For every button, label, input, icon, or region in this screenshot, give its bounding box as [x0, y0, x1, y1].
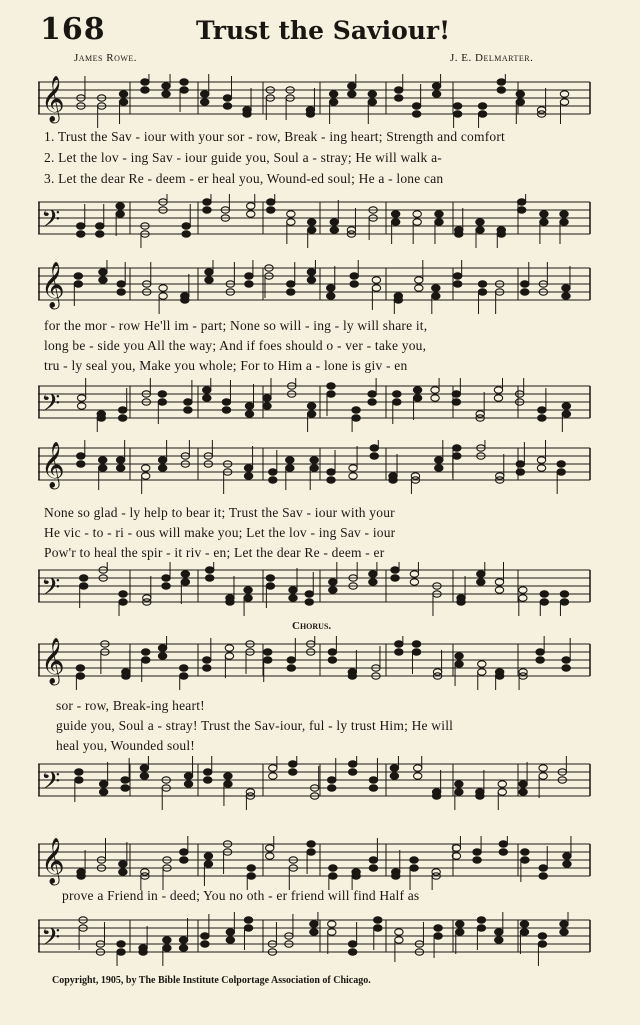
bass-clef-icon: 𝄢: [41, 767, 61, 802]
treble-staff-system-4: [38, 636, 598, 690]
bass-clef-icon: 𝄢: [41, 923, 61, 958]
treble-clef-icon: 𝄞: [41, 638, 65, 684]
bass-clef-icon: 𝄢: [41, 389, 61, 424]
lyric-line-2-verse-2: long be - side you All the way; And if foes should o - ver - take you,: [44, 338, 427, 353]
lyricist: James Rowe.: [74, 52, 138, 64]
treble-staff-system-1: [38, 74, 598, 128]
treble-staff-system-2: [38, 260, 598, 314]
bass-staff-system-2: [38, 378, 598, 432]
hymn-title: Trust the Saviour!: [196, 16, 451, 45]
bass-staff-system-5: [38, 912, 598, 966]
treble-clef-icon: 𝄞: [41, 442, 65, 488]
lyric-line-5-verse-1: prove a Friend in - deed; You no oth - er friend will find Half as: [62, 888, 420, 903]
bass-staff-system-1: [38, 194, 598, 248]
lyric-line-3-verse-2: He vic - to - ri - ous will make you; Let the lov - ing Sav - iour: [44, 525, 396, 540]
lyric-line-1-verse-3: 3. Let the dear Re - deem - er heal you, Wound-ed soul; He a - lone can: [44, 171, 444, 186]
lyric-line-4-verse-2: guide you, Soul a - stray! Trust the Sav-iour, ful - ly trust Him; He will: [56, 718, 454, 733]
lyric-line-4-verse-3: heal you, Wounded soul!: [56, 738, 195, 753]
hymn-number: 168: [40, 12, 106, 47]
lyric-line-4-verse-1: sor - row, Break-ing heart!: [56, 698, 205, 713]
bass-staff-system-3: [38, 562, 598, 616]
lyric-line-1-verse-1: 1. Trust the Sav - iour with your sor - row, Break - ing heart; Strength and comfort: [44, 129, 505, 144]
treble-staff-system-3: [38, 440, 598, 494]
bass-staff-system-4: [38, 756, 598, 810]
lyric-line-2-verse-1: for the mor - row He'll im - part; None so will - ing - ly will share it,: [44, 318, 428, 333]
treble-staff-system-5: [38, 836, 598, 890]
chorus-label: Chorus.: [292, 620, 332, 632]
treble-clef-icon: 𝄞: [41, 838, 65, 884]
bass-clef-icon: 𝄢: [41, 205, 61, 240]
lyric-line-3-verse-3: Pow'r to heal the spir - it riv - en; Let the dear Re - deem - er: [44, 545, 385, 560]
lyric-line-3-verse-1: None so glad - ly help to bear it; Trust the Sav - iour with your: [44, 505, 395, 520]
bass-clef-icon: 𝄢: [41, 573, 61, 608]
lyric-line-2-verse-3: tru - ly seal you, Make you whole; For to Him a - lone is giv - en: [44, 358, 408, 373]
copyright-notice: Copyright, 1905, by The Bible Institute Colportage Association of Chicago.: [52, 975, 371, 986]
composer: J. E. Delmarter.: [450, 52, 534, 64]
treble-clef-icon: 𝄞: [41, 262, 65, 308]
lyric-line-1-verse-2: 2. Let the lov - ing Sav - iour guide you, Soul a - stray; He will walk a-: [44, 150, 442, 165]
treble-clef-icon: 𝄞: [41, 76, 65, 122]
